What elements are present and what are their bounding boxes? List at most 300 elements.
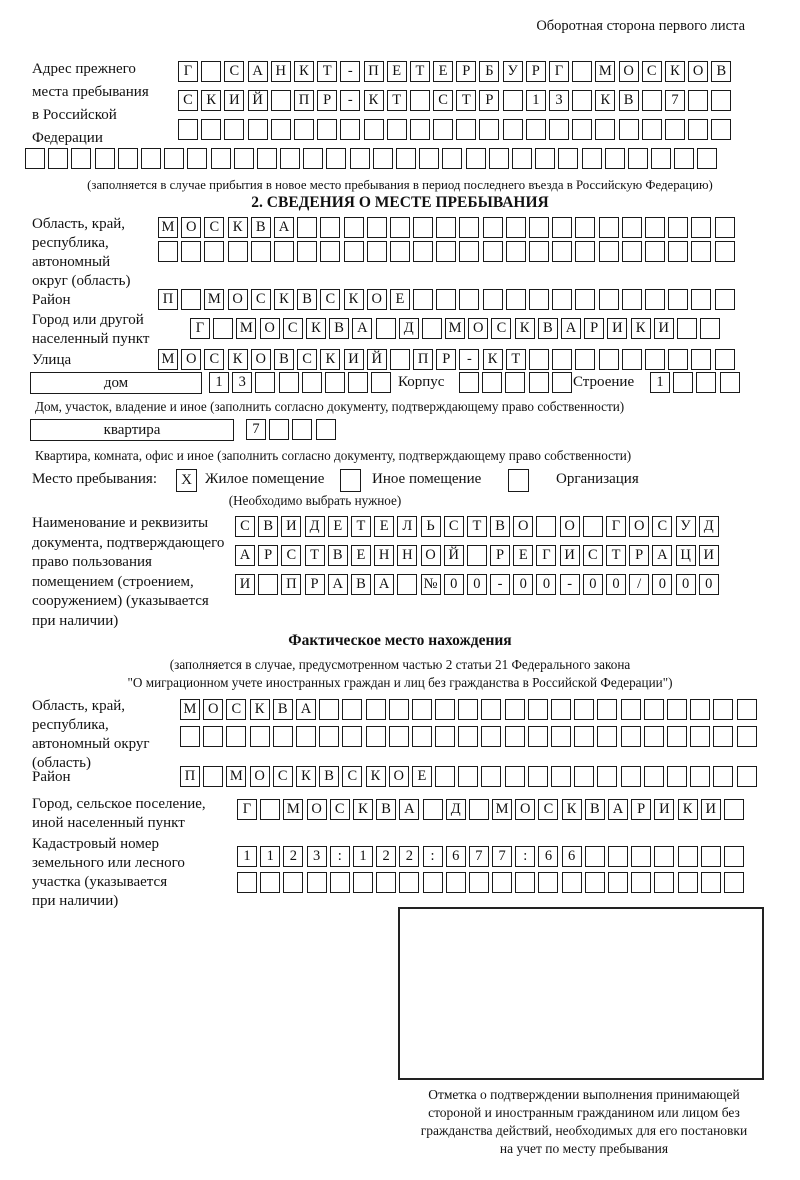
form-cell: Р — [436, 349, 456, 370]
form-cell: К — [366, 766, 386, 787]
form-cell — [597, 766, 617, 787]
form-cell — [667, 766, 687, 787]
form-cell — [668, 289, 688, 310]
form-cell — [503, 90, 523, 111]
form-cell — [71, 148, 91, 169]
form-cell — [644, 726, 664, 747]
gorod1-label — [32, 311, 149, 349]
form-cell — [389, 699, 409, 720]
form-cell — [201, 61, 221, 82]
form-cell — [483, 217, 503, 238]
caption-line: гражданства действий, необходимых для его постановки — [420, 1123, 748, 1138]
form-cell — [631, 872, 651, 893]
form-cell — [701, 872, 721, 893]
form-cell: В — [538, 318, 558, 339]
form-cell — [552, 372, 572, 393]
form-cell — [552, 289, 572, 310]
form-cell — [528, 699, 548, 720]
form-cell — [446, 872, 466, 893]
form-cell: Д — [446, 799, 466, 820]
form-cell — [552, 241, 572, 262]
ulitsa-row — [158, 349, 738, 370]
form-cell: О — [181, 349, 201, 370]
form-cell — [597, 699, 617, 720]
form-cell — [608, 872, 628, 893]
form-cell — [237, 872, 257, 893]
oblast2-label — [32, 697, 150, 773]
form-cell: К — [294, 61, 314, 82]
caption-line: Отметка о подтверждении выполнения принимающей — [428, 1087, 740, 1102]
form-cell — [412, 699, 432, 720]
form-cell — [255, 372, 275, 393]
form-cell: П — [364, 61, 384, 82]
form-cell — [549, 119, 569, 140]
form-cell — [350, 148, 370, 169]
prev-address-row-4 — [25, 148, 721, 169]
form-cell — [691, 241, 711, 262]
form-cell — [505, 372, 525, 393]
form-cell — [724, 799, 744, 820]
prev-address-note: (заполняется в случае прибытия в новое место пребывания в период последнего въезда в Российскую Федерацию) — [87, 178, 713, 192]
fact-note — [0, 656, 800, 692]
form-cell — [489, 148, 509, 169]
form-cell: О — [513, 516, 533, 537]
form-cell — [621, 766, 641, 787]
form-cell: Н — [397, 545, 417, 566]
form-cell — [320, 217, 340, 238]
form-cell — [469, 872, 489, 893]
form-cell: 6 — [538, 846, 558, 867]
gorod2-label — [32, 795, 206, 833]
form-cell: С — [330, 799, 350, 820]
form-cell: И — [235, 574, 255, 595]
form-cell — [164, 148, 184, 169]
form-cell — [442, 148, 462, 169]
form-cell: И — [654, 799, 674, 820]
label-line: республика, — [32, 235, 109, 251]
form-cell — [505, 726, 525, 747]
form-cell: К — [678, 799, 698, 820]
form-cell — [691, 349, 711, 370]
form-cell — [423, 799, 443, 820]
form-cell — [373, 148, 393, 169]
label-line: Федерации — [32, 130, 103, 146]
form-cell — [582, 148, 602, 169]
form-cell — [574, 766, 594, 787]
form-cell — [720, 372, 740, 393]
form-cell — [397, 574, 417, 595]
label-line: в Российской — [32, 107, 117, 123]
form-cell — [303, 148, 323, 169]
checkbox-zhiloe: X — [176, 469, 197, 492]
form-cell — [433, 119, 453, 140]
kadastr-row-2 — [237, 872, 747, 893]
form-cell: С — [235, 516, 255, 537]
form-cell: 2 — [376, 846, 396, 867]
form-cell — [376, 318, 396, 339]
form-cell — [467, 545, 487, 566]
form-cell — [320, 241, 340, 262]
gorod2-row — [237, 799, 747, 820]
form-cell — [269, 419, 289, 440]
checkbox-organizaciya-label: Организация — [556, 471, 639, 487]
form-cell — [248, 119, 268, 140]
label-line: населенный пункт — [32, 331, 150, 347]
form-cell: 0 — [606, 574, 626, 595]
form-cell — [668, 217, 688, 238]
form-cell — [483, 289, 503, 310]
form-cell — [713, 766, 733, 787]
kvartira-box: квартира — [30, 419, 234, 441]
dom-caption: Дом, участок, владение и иное (заполнить согласно документу, подтверждающему право собственности) — [35, 399, 625, 414]
form-cell: С — [538, 799, 558, 820]
form-cell: Т — [410, 61, 430, 82]
form-cell — [435, 699, 455, 720]
form-cell — [316, 419, 336, 440]
form-cell — [376, 872, 396, 893]
form-cell: А — [608, 799, 628, 820]
form-cell — [651, 148, 671, 169]
form-cell: К — [562, 799, 582, 820]
form-cell: Г — [606, 516, 626, 537]
form-cell — [690, 699, 710, 720]
form-cell: Л — [397, 516, 417, 537]
form-cell — [505, 699, 525, 720]
form-cell — [435, 766, 455, 787]
form-cell: И — [224, 90, 244, 111]
rayon2-row — [180, 766, 760, 787]
form-cell: Ь — [421, 516, 441, 537]
form-cell — [621, 699, 641, 720]
form-cell — [390, 349, 410, 370]
stroenie-label: Строение — [573, 374, 635, 390]
form-cell — [645, 289, 665, 310]
form-cell: Р — [584, 318, 604, 339]
form-cell — [330, 872, 350, 893]
form-cell — [715, 349, 735, 370]
form-cell: С — [297, 349, 317, 370]
label-line: сооружением) (указывается — [32, 593, 209, 609]
form-cell — [390, 217, 410, 238]
form-cell: С — [204, 217, 224, 238]
form-cell — [665, 119, 685, 140]
form-cell — [325, 372, 345, 393]
form-cell: О — [260, 318, 280, 339]
oblast1-row-2 — [158, 241, 738, 262]
form-cell — [621, 726, 641, 747]
form-cell — [458, 766, 478, 787]
form-cell: Е — [387, 61, 407, 82]
form-cell: 1 — [526, 90, 546, 111]
form-cell — [178, 119, 198, 140]
form-cell: О — [307, 799, 327, 820]
form-cell: А — [399, 799, 419, 820]
form-cell — [667, 726, 687, 747]
document-row-1 — [235, 516, 722, 537]
form-cell — [366, 726, 386, 747]
form-cell: 7 — [665, 90, 685, 111]
form-cell — [688, 119, 708, 140]
form-cell — [713, 699, 733, 720]
form-cell: О — [629, 516, 649, 537]
form-cell: : — [515, 846, 535, 867]
form-cell — [257, 148, 277, 169]
form-cell: Т — [456, 90, 476, 111]
form-cell — [387, 119, 407, 140]
form-cell — [258, 574, 278, 595]
form-cell: А — [561, 318, 581, 339]
form-cell: 6 — [446, 846, 466, 867]
form-cell — [294, 119, 314, 140]
form-cell: О — [619, 61, 639, 82]
label-line: земельного или лесного — [32, 855, 185, 871]
form-cell: М — [158, 349, 178, 370]
form-cell — [481, 699, 501, 720]
form-cell — [389, 726, 409, 747]
form-cell — [399, 872, 419, 893]
form-cell: С — [642, 61, 662, 82]
form-cell — [342, 726, 362, 747]
form-cell — [691, 217, 711, 238]
form-cell: К — [483, 349, 503, 370]
ulitsa-label: Улица — [32, 352, 72, 368]
form-cell — [48, 148, 68, 169]
form-cell — [260, 799, 280, 820]
form-cell — [696, 372, 716, 393]
form-cell — [690, 726, 710, 747]
checkbox-inoe-label: Иное помещение — [372, 471, 482, 487]
form-cell: 1 — [650, 372, 670, 393]
form-cell — [529, 349, 549, 370]
form-cell: Е — [374, 516, 394, 537]
form-cell — [250, 726, 270, 747]
form-cell — [25, 148, 45, 169]
form-cell: С — [320, 289, 340, 310]
form-cell — [180, 726, 200, 747]
form-cell — [678, 872, 698, 893]
form-cell: К — [306, 318, 326, 339]
form-cell — [711, 90, 731, 111]
form-cell — [552, 217, 572, 238]
rayon1-label: Район — [32, 292, 71, 308]
form-cell — [538, 872, 558, 893]
form-cell: О — [203, 699, 223, 720]
form-cell: И — [281, 516, 301, 537]
form-cell: П — [180, 766, 200, 787]
form-cell: Т — [387, 90, 407, 111]
form-cell — [366, 699, 386, 720]
form-cell — [371, 372, 391, 393]
form-cell: М — [180, 699, 200, 720]
label-line: при наличии) — [32, 612, 119, 629]
form-cell — [296, 726, 316, 747]
form-cell — [599, 289, 619, 310]
form-cell: Г — [549, 61, 569, 82]
form-cell: К — [344, 289, 364, 310]
form-cell — [644, 766, 664, 787]
form-cell: М — [204, 289, 224, 310]
form-cell: Р — [479, 90, 499, 111]
korpus-cells — [459, 372, 575, 393]
form-cell — [628, 148, 648, 169]
form-cell — [688, 90, 708, 111]
form-cell: Р — [631, 799, 651, 820]
form-cell — [226, 726, 246, 747]
form-cell — [364, 119, 384, 140]
form-cell — [274, 241, 294, 262]
form-cell: : — [423, 846, 443, 867]
form-cell — [737, 699, 757, 720]
form-cell: К — [201, 90, 221, 111]
form-cell — [297, 217, 317, 238]
form-cell — [367, 241, 387, 262]
form-cell — [273, 726, 293, 747]
mesto-note: (Необходимо выбрать нужное) — [228, 493, 402, 508]
label-line: при наличии) — [32, 893, 119, 909]
form-cell: Т — [606, 545, 626, 566]
form-cell: С — [224, 61, 244, 82]
form-cell — [599, 349, 619, 370]
form-cell: О — [515, 799, 535, 820]
form-cell — [213, 318, 233, 339]
form-cell: М — [158, 217, 178, 238]
dom-box: дом — [30, 372, 202, 394]
form-cell: 3 — [307, 846, 327, 867]
form-cell: Е — [513, 545, 533, 566]
form-cell: Г — [178, 61, 198, 82]
form-cell — [203, 766, 223, 787]
form-cell: О — [181, 217, 201, 238]
form-cell — [673, 372, 693, 393]
form-cell — [481, 766, 501, 787]
form-cell — [715, 217, 735, 238]
form-cell — [690, 766, 710, 787]
stamp-box — [398, 907, 764, 1080]
form-cell: - — [490, 574, 510, 595]
form-cell — [410, 90, 430, 111]
form-cell: Т — [351, 516, 371, 537]
form-cell: 7 — [492, 846, 512, 867]
form-cell — [529, 289, 549, 310]
form-cell: Т — [467, 516, 487, 537]
caption-line: стороной и иностранным гражданином или лицом без — [428, 1105, 740, 1120]
form-cell: Т — [305, 545, 325, 566]
form-cell — [572, 61, 592, 82]
form-cell: Н — [271, 61, 291, 82]
form-cell: Т — [317, 61, 337, 82]
form-cell — [340, 119, 360, 140]
label-line: округ (область) — [32, 273, 131, 289]
form-cell — [228, 241, 248, 262]
form-cell: К — [228, 349, 248, 370]
form-cell: В — [490, 516, 510, 537]
form-cell: У — [676, 516, 696, 537]
form-cell — [512, 148, 532, 169]
form-cell — [506, 241, 526, 262]
form-cell: В — [711, 61, 731, 82]
form-cell: 0 — [699, 574, 719, 595]
form-cell — [737, 726, 757, 747]
dom-cells — [209, 372, 395, 393]
form-cell: С — [251, 289, 271, 310]
form-cell: И — [344, 349, 364, 370]
label-line: Город или другой — [32, 312, 144, 328]
form-cell — [319, 699, 339, 720]
form-cell: К — [595, 90, 615, 111]
form-cell: 0 — [652, 574, 672, 595]
label-line: право пользования — [32, 554, 152, 570]
stroenie-cells — [650, 372, 743, 393]
oblast1-label — [32, 215, 130, 291]
form-cell: А — [296, 699, 316, 720]
form-cell — [436, 289, 456, 310]
form-cell — [562, 872, 582, 893]
note-line: "О миграционном учете иностранных граждан и лиц без гражданства в Российской Федерации") — [127, 675, 673, 690]
form-cell: И — [701, 799, 721, 820]
form-cell — [535, 148, 555, 169]
form-cell — [737, 766, 757, 787]
form-cell — [271, 119, 291, 140]
form-cell: И — [654, 318, 674, 339]
form-cell — [422, 318, 442, 339]
form-cell — [642, 119, 662, 140]
form-cell — [353, 872, 373, 893]
gorod1-row — [190, 318, 723, 339]
form-cell — [505, 766, 525, 787]
form-cell — [224, 119, 244, 140]
form-cell: В — [351, 574, 371, 595]
form-cell — [697, 148, 717, 169]
form-cell — [396, 148, 416, 169]
form-cell: 7 — [246, 419, 266, 440]
form-cell: Й — [367, 349, 387, 370]
label-line: участка (указывается — [32, 874, 168, 890]
form-cell — [211, 148, 231, 169]
kvartira-caption: Квартира, комната, офис и иное (заполнить согласно документу, подтверждающему право собственности) — [35, 448, 632, 463]
note-line: (заполняется в случае, предусмотренном частью 2 статьи 21 Федерального закона — [169, 657, 631, 672]
form-cell — [552, 349, 572, 370]
form-cell: С — [583, 545, 603, 566]
form-cell: 3 — [232, 372, 252, 393]
form-cell: К — [364, 90, 384, 111]
form-cell: Р — [258, 545, 278, 566]
form-cell: М — [492, 799, 512, 820]
form-cell: С — [204, 349, 224, 370]
form-cell — [234, 148, 254, 169]
prev-address-label — [32, 58, 149, 150]
label-line: Адрес прежнего — [32, 61, 136, 77]
form-cell: - — [340, 61, 360, 82]
form-cell — [307, 872, 327, 893]
form-cell — [574, 726, 594, 747]
form-cell — [292, 419, 312, 440]
form-cell: О — [367, 289, 387, 310]
form-cell — [622, 349, 642, 370]
form-cell — [348, 372, 368, 393]
form-cell — [715, 289, 735, 310]
form-cell: О — [421, 545, 441, 566]
form-cell: А — [328, 574, 348, 595]
form-cell — [605, 148, 625, 169]
form-cell: С — [444, 516, 464, 537]
form-cell: А — [374, 574, 394, 595]
label-line: Кадастровый номер — [32, 836, 159, 852]
form-cell: С — [433, 90, 453, 111]
form-cell — [492, 872, 512, 893]
form-cell: В — [297, 289, 317, 310]
section2-title: 2. СВЕДЕНИЯ О МЕСТЕ ПРЕБЫВАНИЯ — [251, 194, 549, 211]
kvartira-cells — [246, 419, 339, 440]
